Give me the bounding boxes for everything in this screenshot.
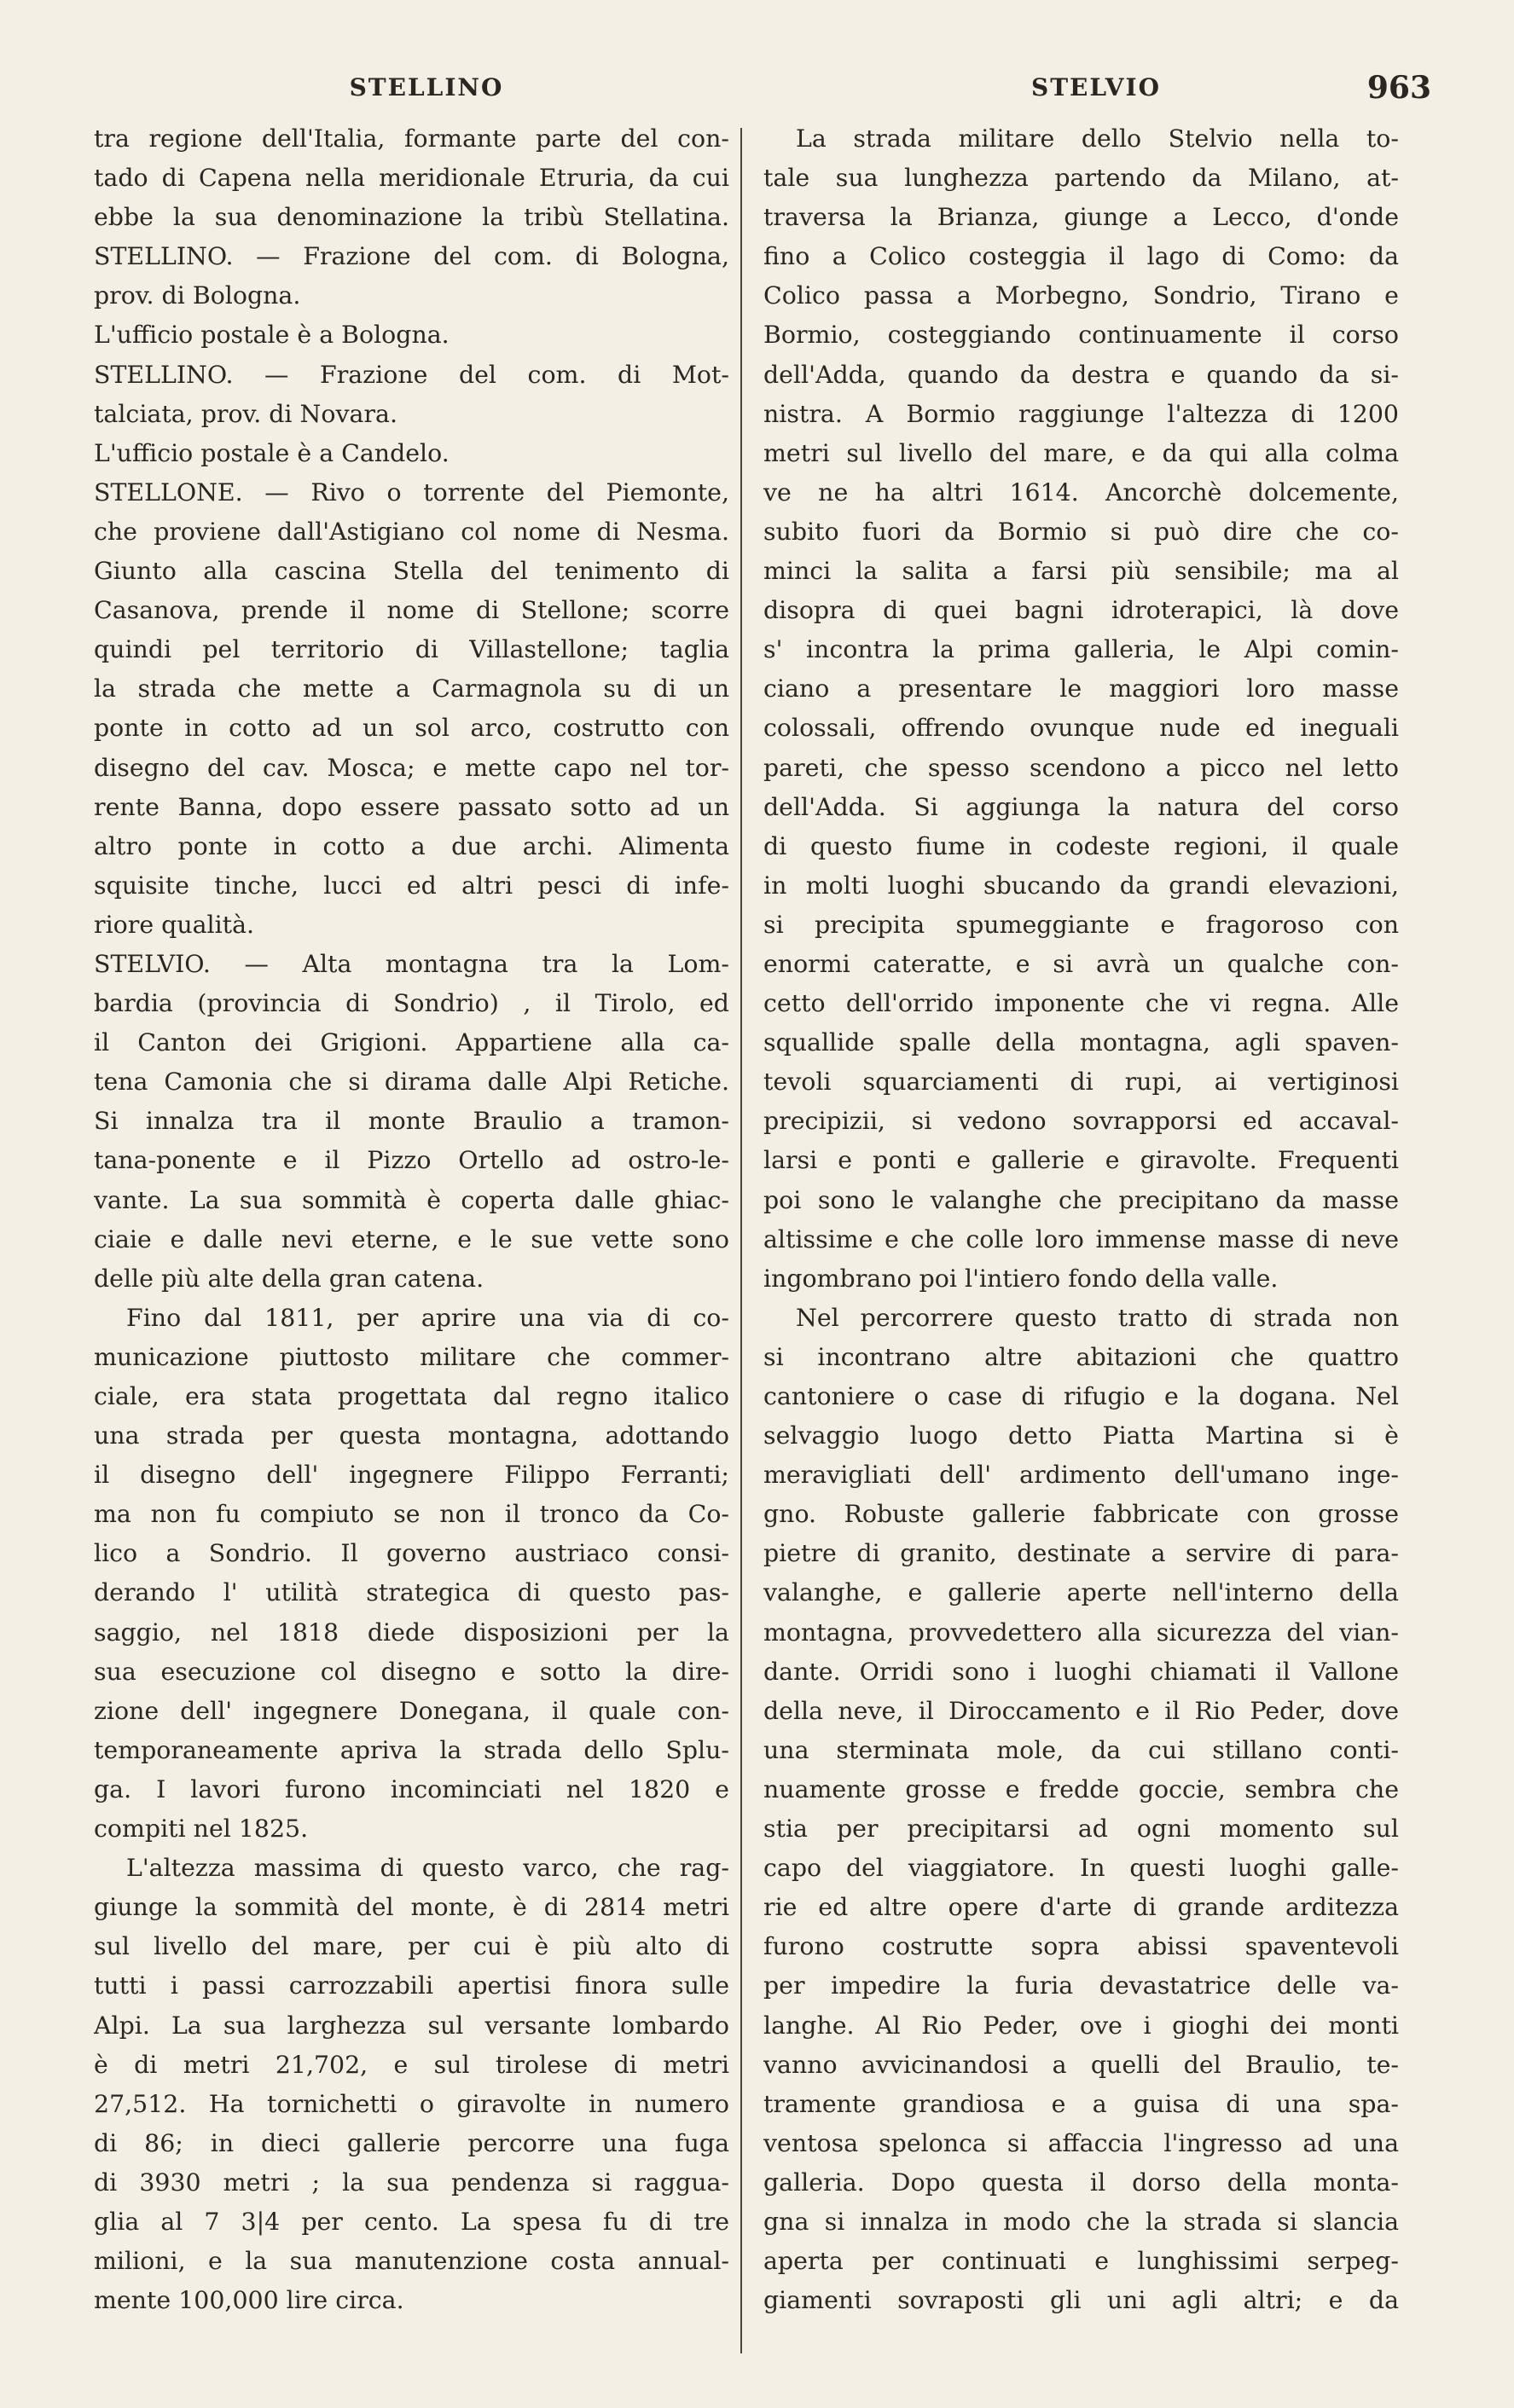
text-line: tramente grandiosa e a guisa di una spa- (763, 2089, 1399, 2118)
text-line: derando l' utilità strategica di questo pas- (94, 1578, 729, 1607)
text-line: Colico passa a Morbegno, Sondrio, Tirano e (763, 281, 1399, 310)
text-line: per impedire la furia devastatrice delle va- (763, 1971, 1399, 2000)
text-line: selvaggio luogo detto Piatta Martina si è (763, 1421, 1399, 1450)
text-line: vante. La sua sommità è coperta dalle ghiac- (94, 1185, 729, 1214)
text-line: fino a Colico costeggia il lago di Como: da (763, 242, 1399, 271)
text-line: pietre di granito, destinate a servire di para- (763, 1539, 1399, 1568)
text-line: altro ponte in cotto a due archi. Alimenta (94, 831, 729, 860)
text-line: zione dell' ingegnere Donegana, il quale con- (94, 1696, 729, 1725)
text-line: mente 100,000 lire circa. (94, 2286, 404, 2315)
page-number: 963 (1366, 70, 1431, 106)
text-line: nistra. A Bormio raggiunge l'altezza di 1200 (763, 399, 1399, 428)
text-line: dante. Orridi sono i luoghi chiamati il Vallone (763, 1657, 1399, 1686)
text-line: disegno del cav. Mosca; e mette capo nel tor- (94, 753, 729, 782)
text-line: ciaie e dalle nevi eterne, e le sue vette sono (94, 1224, 729, 1253)
text-line: dell'Adda, quando da destra e quando da si- (763, 360, 1399, 389)
text-line: meravigliati dell' ardimento dell'umano inge- (763, 1461, 1399, 1490)
text-line: è di metri 21,702, e sul tirolese di metri (94, 2050, 729, 2079)
text-line: dell'Adda. Si aggiunga la natura del corso (763, 792, 1399, 821)
text-line: tutti i passi carrozzabili apertisi finora sulle (94, 1971, 729, 2000)
text-line: lico a Sondrio. Il governo austriaco consi- (94, 1539, 729, 1568)
text-line: ma non fu compiuto se non il tronco da Co- (94, 1500, 729, 1529)
text-line: tana-ponente e il Pizzo Ortello ad ostro-le- (94, 1146, 729, 1175)
text-line: saggio, nel 1818 diede disposizioni per la (94, 1618, 729, 1647)
text-line: riore qualità. (94, 910, 255, 939)
text-line: furono costrutte sopra abissi spaventevoli (763, 1932, 1399, 1961)
text-line: montagna, provvedettero alla sicurezza del vian- (763, 1618, 1399, 1647)
text-line: L'altezza massima di questo varco, che rag- (126, 1854, 729, 1883)
text-line: enormi cateratte, e si avrà un qualche con- (763, 949, 1399, 978)
text-line: metri sul livello del mare, e da qui alla colma (763, 438, 1399, 467)
text-line: squallide spalle della montagna, agli spaven- (763, 1028, 1399, 1057)
text-line: stia per precipitarsi ad ogni momento sul (763, 1815, 1399, 1844)
text-line: talciata, prov. di Novara. (94, 399, 397, 428)
text-line: Casanova, prende il nome di Stellone; scorre (94, 596, 729, 625)
text-line: altissime e che colle loro immense masse di neve (763, 1224, 1399, 1253)
right-text-column (763, 119, 1399, 2320)
text-line: ciano a presentare le maggiori loro masse (763, 674, 1399, 703)
text-line: gna si innalza in modo che la strada si slancia (763, 2207, 1399, 2236)
text-line: subito fuori da Bormio si può dire che co- (763, 517, 1399, 546)
text-line: valanghe, e gallerie aperte nell'interno della (763, 1578, 1399, 1607)
text-line: poi sono le valanghe che precipitano da masse (763, 1185, 1399, 1214)
text-line: si incontrano altre abitazioni che quattro (763, 1342, 1399, 1371)
text-line: prov. di Bologna. (94, 281, 301, 310)
left-running-title: STELLINO (349, 73, 504, 101)
text-line: ingombrano poi l'intiero fondo della valle. (763, 1264, 1279, 1293)
column-divider-rule (740, 128, 742, 2353)
text-line: Fino dal 1811, per aprire una via di co- (126, 1303, 729, 1332)
text-line: squisite tinche, lucci ed altri pesci di infe- (94, 871, 729, 900)
text-line: giamenti sovraposti gli uni agli altri; e da (763, 2286, 1399, 2315)
text-line: una sterminata mole, da cui stillano conti- (763, 1735, 1399, 1764)
text-line: 27,512. Ha tornichetti o giravolte in numero (94, 2089, 729, 2118)
text-line: gno. Robuste gallerie fabbricate con grosse (763, 1500, 1399, 1529)
text-line: STELVIO. — Alta montagna tra la Lom- (94, 949, 729, 978)
text-line: cantoniere o case di rifugio e la dogana. Nel (763, 1382, 1399, 1410)
text-line: Bormio, costeggiando continuamente il corso (763, 321, 1399, 350)
text-line: di 3930 metri ; la sua pendenza si raggua- (94, 2168, 729, 2197)
text-line: nuamente grosse e fredde goccie, sembra che (763, 1774, 1399, 1803)
right-running-title: STELVIO (1031, 73, 1161, 101)
text-line: una strada per questa montagna, adottando (94, 1421, 729, 1450)
text-line: langhe. Al Rio Peder, ove i gioghi dei monti (763, 2011, 1399, 2040)
text-line: tale sua lunghezza partendo da Milano, at- (763, 164, 1399, 193)
text-line: La strada militare dello Stelvio nella to- (796, 124, 1399, 153)
text-line: bardia (provincia di Sondrio) , il Tirolo, ed (94, 989, 729, 1018)
text-line: tena Camonia che si dirama dalle Alpi Retiche. (94, 1068, 729, 1097)
text-line: STELLINO. — Frazione del com. di Bologna, (94, 242, 729, 271)
text-line: Nel percorrere questo tratto di strada non (796, 1303, 1399, 1332)
text-line: vanno avvicinandosi a quelli del Braulio, te- (763, 2050, 1399, 2079)
text-line: Alpi. La sua larghezza sul versante lombardo (94, 2011, 729, 2040)
text-line: cetto dell'orrido imponente che vi regna. Alle (763, 989, 1399, 1018)
text-line: glia al 7 3|4 per cento. La spesa fu di tre (94, 2207, 729, 2236)
text-line: municazione piuttosto militare che commer- (94, 1342, 729, 1371)
text-line: larsi e ponti e gallerie e giravolte. Frequenti (763, 1146, 1399, 1175)
text-line: rie ed altre opere d'arte di grande arditezza (763, 1893, 1399, 1922)
text-line: ebbe la sua denominazione la tribù Stellatina. (94, 203, 729, 232)
text-line: temporaneamente apriva la strada dello Splu- (94, 1735, 729, 1764)
text-line: in molti luoghi sbucando da grandi elevazioni, (763, 871, 1399, 900)
left-text-column (94, 119, 729, 2320)
text-line: ponte in cotto ad un sol arco, costrutto con (94, 714, 729, 743)
text-line: ventosa spelonca si affaccia l'ingresso ad una (763, 2128, 1399, 2157)
text-line: milioni, e la sua manutenzione costa annual- (94, 2247, 729, 2276)
text-line: giunge la sommità del monte, è di 2814 metri (94, 1893, 729, 1922)
text-line: rente Banna, dopo essere passato sotto ad un (94, 792, 729, 821)
text-line: di 86; in dieci gallerie percorre una fuga (94, 2128, 729, 2157)
text-line: sul livello del mare, per cui è più alto di (94, 1932, 729, 1961)
text-line: compiti nel 1825. (94, 1815, 309, 1844)
text-line: L'ufficio postale è a Bologna. (94, 321, 450, 350)
text-line: STELLINO. — Frazione del com. di Mot- (94, 360, 729, 389)
text-line: della neve, il Diroccamento e il Rio Peder, dove (763, 1696, 1399, 1725)
text-line: ciale, era stata progettata dal regno italico (94, 1382, 729, 1410)
text-line: il disegno dell' ingegnere Filippo Ferranti; (94, 1461, 729, 1490)
text-line: quindi pel territorio di Villastellone; taglia (94, 635, 729, 664)
text-line: che proviene dall'Astigiano col nome di Nesma. (94, 517, 729, 546)
text-line: STELLONE. — Rivo o torrente del Piemonte, (94, 478, 729, 506)
text-line: Si innalza tra il monte Braulio a tramon- (94, 1107, 729, 1136)
text-line: colossali, offrendo ovunque nude ed ineguali (763, 714, 1399, 743)
text-line: disopra di quei bagni idroterapici, là dove (763, 596, 1399, 625)
text-line: traversa la Brianza, giunge a Lecco, d'onde (763, 203, 1399, 232)
text-line: aperta per continuati e lunghissimi serpeg- (763, 2247, 1399, 2276)
text-line: il Canton dei Grigioni. Appartiene alla ca- (94, 1028, 729, 1057)
text-line: ga. I lavori furono incominciati nel 1820 e (94, 1774, 729, 1803)
text-line: L'ufficio postale è a Candelo. (94, 438, 450, 467)
text-line: la strada che mette a Carmagnola su di un (94, 674, 729, 703)
text-line: ve ne ha altri 1614. Ancorchè dolcemente, (763, 478, 1399, 506)
text-line: galleria. Dopo questa il dorso della monta- (763, 2168, 1399, 2197)
text-line: minci la salita a farsi più sensibile; ma al (763, 557, 1399, 586)
text-line: capo del viaggiatore. In questi luoghi galle- (763, 1854, 1399, 1883)
text-line: di questo fiume in codeste regioni, il quale (763, 831, 1399, 860)
text-line: sua esecuzione col disegno e sotto la dire- (94, 1657, 729, 1686)
text-line: tado di Capena nella meridionale Etruria, da cui (94, 164, 729, 193)
text-line: s' incontra la prima galleria, le Alpi comin- (763, 635, 1399, 664)
text-line: delle più alte della gran catena. (94, 1264, 484, 1293)
text-line: tevoli squarciamenti di rupi, ai vertiginosi (763, 1068, 1399, 1097)
text-line: pareti, che spesso scendono a picco nel letto (763, 753, 1399, 782)
text-line: Giunto alla cascina Stella del tenimento di (94, 557, 729, 586)
text-line: tra regione dell'Italia, formante parte del con- (94, 124, 729, 153)
text-line: si precipita spumeggiante e fragoroso con (763, 910, 1399, 939)
text-line: precipizii, si vedono sovrapporsi ed accaval- (763, 1107, 1399, 1136)
